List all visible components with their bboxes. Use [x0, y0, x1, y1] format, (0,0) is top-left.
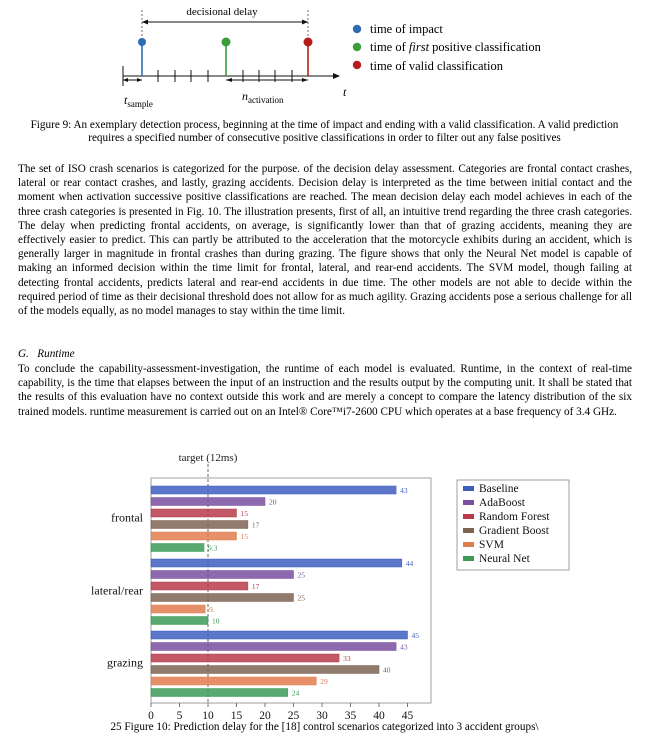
- bar-adaboost-frontal: [151, 498, 265, 506]
- legend-swatch: [463, 486, 474, 491]
- x-tick-label: 15: [230, 710, 243, 722]
- legend-label: Random Forest: [479, 511, 550, 523]
- t-sample-label: $t_{sample}$: [124, 93, 153, 109]
- x-tick-label: 30: [316, 710, 328, 722]
- bar-value-label: 20: [269, 497, 277, 507]
- legend-swatch: [463, 556, 474, 561]
- legend-valid-label: time of valid classification: [370, 59, 503, 73]
- bar-value-label: 44: [405, 559, 414, 568]
- bar-value-label: 43: [400, 486, 408, 495]
- bar-value-label: 9.: [209, 605, 215, 614]
- first-positive-marker: [222, 38, 231, 47]
- x-tick-label: 45: [401, 710, 414, 722]
- legend-swatch: [463, 542, 474, 547]
- bar-value-label: 24: [291, 688, 300, 698]
- bar-baseline-frontal: [151, 486, 396, 494]
- bar-baseline-lateral-rear: [151, 559, 402, 567]
- legend-swatch: [463, 528, 474, 533]
- legend-label: SVM: [479, 539, 504, 551]
- bar-baseline-grazing: [151, 631, 408, 639]
- n-activation-label: $n_{activation}$: [242, 89, 284, 105]
- bar-value-label: 40: [383, 665, 391, 675]
- bar-random-forest-frontal: [151, 509, 237, 517]
- legend-dot-first-positive: [353, 43, 361, 51]
- bar-gradient-boost-grazing: [151, 666, 379, 674]
- bar-random-forest-grazing: [151, 654, 339, 662]
- bar-value-label: 29: [320, 677, 328, 686]
- bar-svm-grazing: [151, 677, 316, 685]
- bar-random-forest-lateral-rear: [151, 582, 248, 590]
- bar-value-label: 15: [240, 532, 248, 541]
- bar-value-label: 15: [240, 509, 248, 518]
- bar-gradient-boost-lateral-rear: [151, 594, 294, 602]
- category-label: grazing: [107, 655, 143, 670]
- category-label: frontal: [111, 510, 143, 525]
- legend-swatch: [463, 500, 474, 505]
- legend-label: Gradient Boost: [479, 525, 549, 537]
- bar-value-label: 25: [297, 570, 305, 580]
- legend-first-positive-label: time of first positive classification: [370, 40, 541, 54]
- figure-10-caption: 25 Figure 10: Prediction delay for the [18] control scenarios categorized into 3 accident groups\: [110, 721, 539, 733]
- bar-adaboost-grazing: [151, 643, 396, 651]
- target-label: target (12ms): [178, 452, 238, 464]
- legend-swatch: [463, 514, 474, 519]
- legend-dot-impact: [353, 25, 361, 33]
- time-axis-label: t: [343, 85, 347, 99]
- bar-svm-frontal: [151, 532, 237, 540]
- bar-neural-net-frontal: [151, 544, 204, 552]
- bar-value-label: 9.3: [208, 543, 218, 553]
- bar-value-label: 43: [400, 642, 408, 652]
- x-tick-label: 40: [373, 710, 385, 722]
- section-heading: G. Runtime: [18, 348, 75, 360]
- legend-label: Baseline: [479, 483, 519, 495]
- figure-10-chart: [0, 450, 649, 722]
- bar-gradient-boost-frontal: [151, 521, 248, 529]
- figure-9-caption: Figure 9: An exemplary detection process, beginning at the time of impact and ending with a valid classification. A valid prediction requires a specified number of consecutive positive classifications in order to filter out any false positives: [30, 119, 619, 144]
- category-label: lateral/rear: [91, 583, 143, 598]
- x-tick-label: 25: [287, 710, 300, 722]
- body-paragraph-1: The set of ISO crash scenarios is categorized for the purpose. of the decision delay assessment. Categories are frontal contact crashes, lateral or rear contact crashes, and lastly, grazing accidents. Decision delay is interpreted as the time between initial contact and the moment when activation successive positive classifications are reached. The mean decision delay each model achieves in each of the three crash categories is presented in Fig. 10. The illustration presents, first of all, an intuitive trend regarding the three crash categories. The delay when predicting frontal accidents, on average, is significantly lower than that of grazing accidents, meaning they are effectively easier to predict. This can partly be attributed to the acceleration that the motorcycle exhibits during an accident, which is generally larger in magnitude in frontal crashes than during grazing. The figure shows that only the Neural Net model is capable of making an informed decision within the time limit for frontal, lateral, and rear-end accidents. The SVM model, though failing at detecting frontal accidents, predicts lateral and rear-end accidents in due time. The other models are not able to decide within the required period of time as their decisional threshold does not allow for as much agility. Grazing accidents pose a serious challenge for all of the models equally, as no model manages to stay within the time limit.: [18, 163, 632, 318]
- legend-dot-valid: [353, 61, 361, 69]
- valid-classification-marker: [304, 38, 313, 47]
- bar-neural-net-grazing: [151, 689, 288, 697]
- bar-svm-lateral-rear: [151, 605, 205, 613]
- bar-value-label: 17: [251, 520, 260, 530]
- x-tick-label: 35: [344, 710, 357, 722]
- bar-value-label: 33: [343, 654, 351, 663]
- bar-value-label: 10: [212, 616, 220, 626]
- body-paragraph-2: To conclude the capability-assessment-investigation, the runtime of each model is evaluated. Runtime, in the context of real-time capability, is the time that elapses between the input of an instruction and the results output by the computing unit. It shall be stated that the results of this evaluation have no context outside this work and are merely a concept to compare the latency distribution of the six trained models. runtime measurement is carried out on an Intel® Core™i7-2600 CPU which operates at a base frequency of 3.4 GHz.: [18, 363, 632, 418]
- x-tick-label: 0: [148, 710, 154, 722]
- legend-impact-label: time of impact: [370, 22, 443, 36]
- bar-adaboost-lateral-rear: [151, 571, 294, 579]
- bar-value-label: 17: [251, 582, 260, 591]
- x-tick-label: 10: [202, 710, 214, 722]
- decisional-delay-label: decisional delay: [186, 6, 258, 18]
- figure-9-diagram: [0, 0, 649, 118]
- legend-label: Neural Net: [479, 553, 530, 565]
- bar-value-label: 25: [297, 593, 305, 603]
- x-tick-label: 5: [176, 710, 183, 722]
- x-tick-label: 20: [259, 710, 271, 722]
- bar-value-label: 45: [411, 631, 419, 640]
- bar-neural-net-lateral-rear: [151, 617, 208, 625]
- legend-label: AdaBoost: [479, 497, 525, 509]
- impact-marker: [138, 38, 146, 46]
